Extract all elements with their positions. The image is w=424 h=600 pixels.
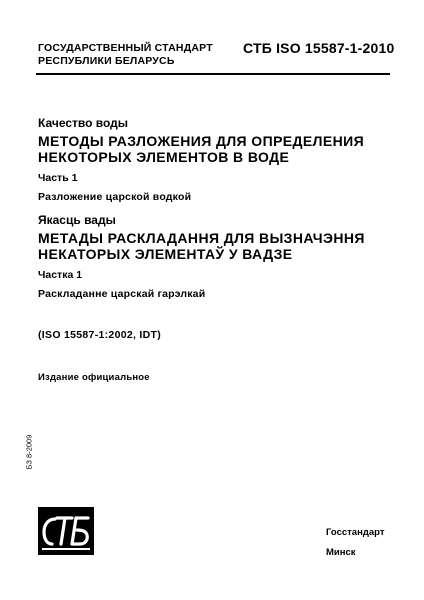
vertical-note-text: БЗ 8-2009	[24, 434, 34, 470]
by-title-line-1: МЕТАДЫ РАСКЛАДАННЯ ДЛЯ ВЫЗНАЧЭННЯ	[38, 230, 365, 246]
iso-reference: (ISO 15587-1:2002, IDT)	[38, 329, 162, 341]
standard-org	[38, 42, 213, 68]
belarusian-title-block	[38, 213, 398, 301]
org-line-1: ГОСУДАРСТВЕННЫЙ СТАНДАРТ	[38, 42, 213, 54]
publisher-name: Госстандарт	[326, 527, 385, 538]
by-label: Якасць вады	[38, 213, 116, 227]
by-subtitle: Раскладанне царскай гарэлкай	[38, 288, 206, 300]
ru-subtitle: Разложение царской водкой	[38, 191, 192, 203]
standard-code: СТБ ISO 15587-1-2010	[243, 40, 395, 56]
stb-logo-icon	[38, 507, 94, 555]
org-line-2: РЕСПУБЛИКИ БЕЛАРУСЬ	[38, 55, 175, 67]
by-title	[38, 230, 398, 262]
ru-part: Часть 1	[38, 172, 78, 184]
stb-logo-graphic	[38, 507, 94, 555]
by-part: Частка 1	[38, 269, 83, 281]
edition-note: Издание официальное	[38, 372, 150, 383]
ru-title-line-1: МЕТОДЫ РАЗЛОЖЕНИЯ ДЛЯ ОПРЕДЕЛЕНИЯ	[38, 133, 365, 149]
ru-title	[38, 133, 398, 165]
publisher-city: Минск	[326, 547, 356, 558]
by-title-line-2: НЕКАТОРЫХ ЭЛЕМЕНТАЎ У ВАДЗЕ	[38, 246, 293, 262]
ru-label: Качество воды	[38, 116, 129, 130]
russian-title-block	[38, 116, 398, 204]
vertical-note	[22, 432, 36, 472]
ru-title-line-2: НЕКОТОРЫХ ЭЛЕМЕНТОВ В ВОДЕ	[38, 149, 290, 165]
header-rule	[36, 73, 390, 75]
